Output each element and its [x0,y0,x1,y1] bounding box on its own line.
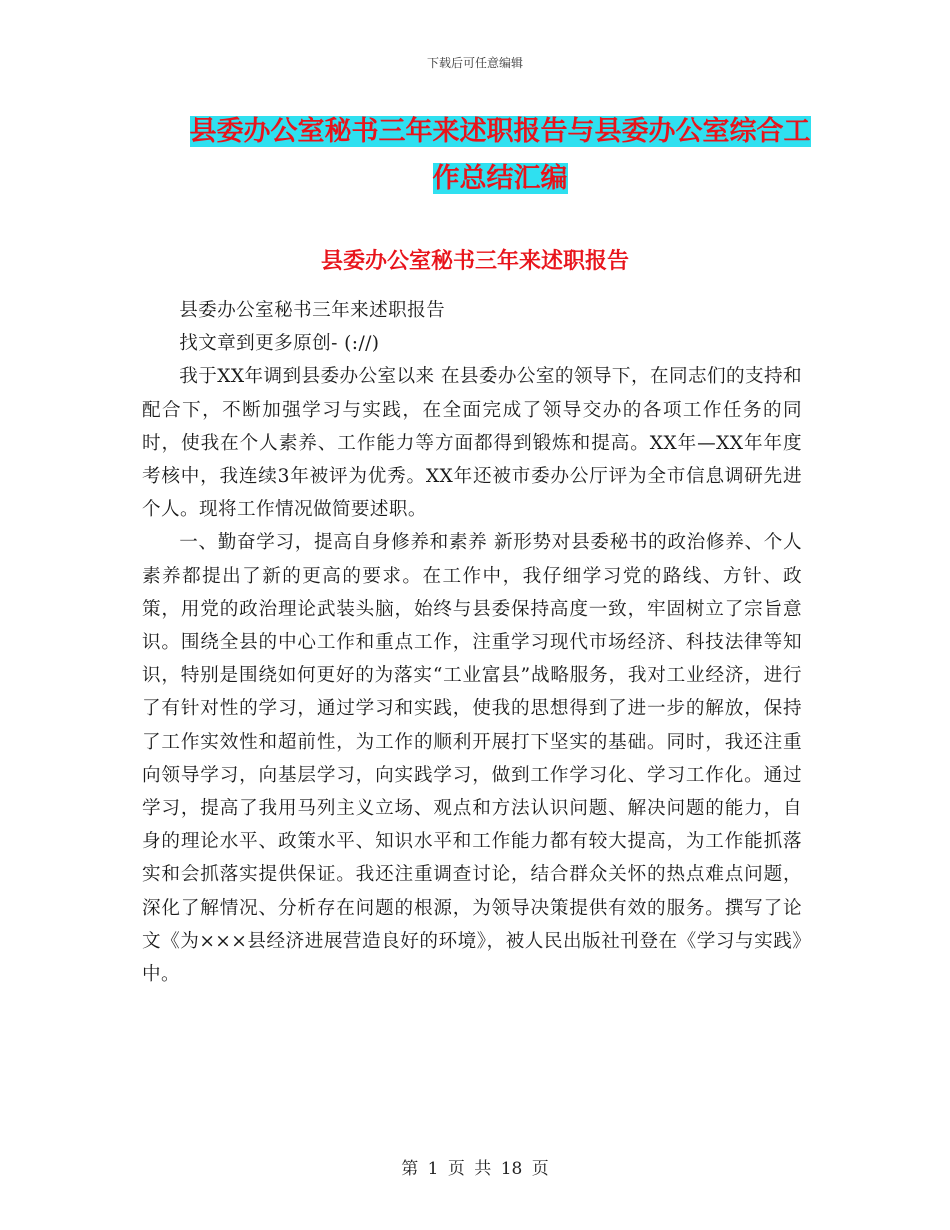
body-text [142,294,802,991]
paragraph: 一、勤奋学习，提高自身修养和素养 新形势对县委秘书的政治修养、个人素养都提出了新的更高的要求。在工作中，我仔细学习党的路线、方针、政策，用党的政治理论武装头脑，始终与县委保持高度一致，牢固树立了宗旨意识。围绕全县的中心工作和重点工作，注重学习现代市场经济、科技法律等知识，特别是围绕如何更好的为落实“工业富县”战略服务，我对工业经济，进行了有针对性的学习，通过学习和实践，使我的思想得到了进一步的解放，保持了工作实效性和超前性，为工作的顺利开展打下坚实的基础。同时，我还注重向领导学习，向基层学习，向实践学习，做到工作学习化、学习工作化。通过学习，提高了我用马列主义立场、观点和方法认识问题、解决问题的能力，自身的理论水平、政策水平、知识水平和工作能力都有较大提高，为工作能抓落实和会抓落实提供保证。我还注重调查讨论，结合群众关怀的热点难点问题，深化了解情况、分析存在问题的根源，为领导决策提供有效的服务。撰写了论文《为×××县经济进展营造良好的环境》，被人民出版社刊登在《学习与实践》中。 [142,532,802,986]
page-number: 第 1 页 共 18 页 [401,1159,549,1179]
paragraph: 我于XX年调到县委办公室以来 在县委办公室的领导下，在同志们的支持和配合下，不断加强学习与实践，在全面完成了领导交办的各项工作任务的同时，使我在个人素养、工作能力等方面都得到锻炼和提高。XX年—XX年年度考核中，我连续3年被评为优秀。XX年还被市委办公厅评为全市信息调研先进个人。现将工作情况做简要述职。 [142,366,802,521]
header-note: 下载后可任意编辑 [426,56,523,70]
document-title [140,108,860,202]
paragraph: 县委办公室秘书三年来述职报告 [179,300,446,321]
document-title-line-2: 作总结汇编 [432,163,568,194]
section-title: 县委办公室秘书三年来述职报告 [320,248,629,274]
paragraph: 找文章到更多原创- (://) [179,333,380,355]
document-title-line-1: 县委办公室秘书三年来述职报告与县委办公室综合工 [189,116,811,147]
